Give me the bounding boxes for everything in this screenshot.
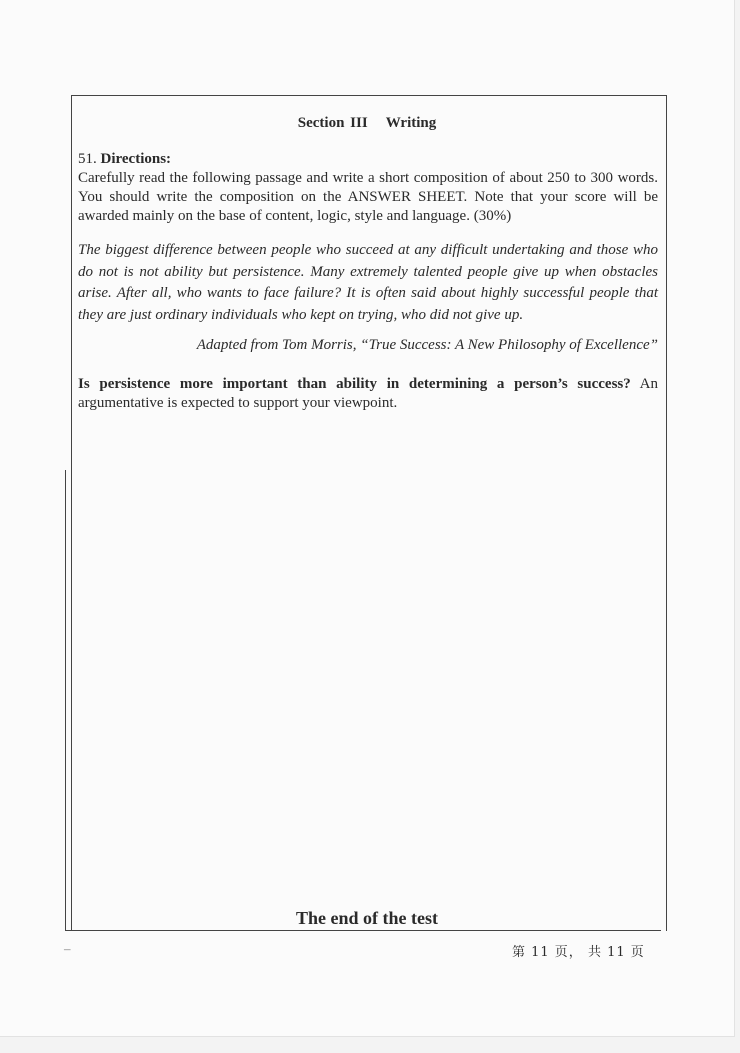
directions-label: Directions: xyxy=(100,151,172,167)
directions-heading xyxy=(78,150,658,169)
essay-instruction: An argumentative is expected to support your viewpoint. xyxy=(78,376,658,411)
essay-question: Is persistence more important than ability in determining a person’s success? xyxy=(78,376,631,392)
question-content xyxy=(78,150,658,413)
passage-source: Adapted from Tom Morris, “True Success: A New Philosophy of Excellence” xyxy=(196,337,658,353)
directions-text: Carefully read the following passage and write a short composition of about 250 to 300 words. You should write the composition on the ANSWER SHEET. Note that your score will be awarded mainly on the base of content, logic, style and language. (30%) xyxy=(78,170,658,224)
frame-left-edge xyxy=(65,470,66,930)
essay-prompt xyxy=(78,375,658,413)
section-title xyxy=(0,115,734,132)
page-margin-mark: – xyxy=(64,941,71,956)
section-name: Writing xyxy=(385,115,437,131)
end-of-test-text: The end of the test xyxy=(296,908,438,928)
question-number: 51. xyxy=(78,151,97,167)
passage-text: The biggest difference between people who succeed at any difficult undertaking and those who do not is not ability but persistence. Many extremely talented people give up when obstacles arise. After all, who wants to face failure? It is often said about highly successful people that they are just ordinary individuals who kept on trying, who did not give up. xyxy=(78,242,658,323)
frame-bottom-edge xyxy=(65,930,661,931)
page-number: 第 11 页， 共 11 页 xyxy=(512,945,645,960)
section-label: Section III xyxy=(297,115,368,131)
